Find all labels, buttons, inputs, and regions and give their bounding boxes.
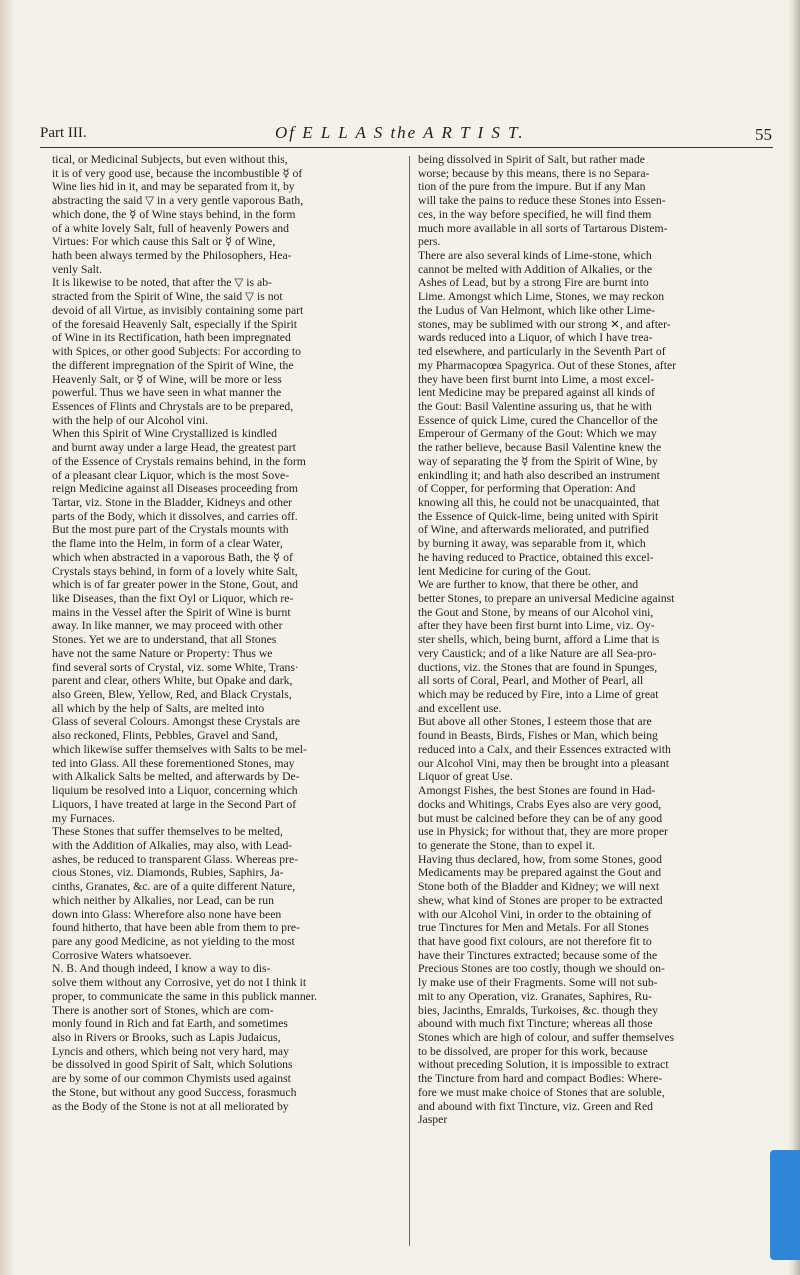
text-line: the flame into the Helm, in form of a clear Water,	[52, 537, 283, 551]
text-line: These Stones that suffer themselves to be melted,	[52, 825, 283, 839]
text-line: docks and Whitings, Crabs Eyes also are very good,	[418, 797, 662, 811]
text-line: and abound with fixt Tincture, viz. Green and Red	[418, 1099, 654, 1113]
text-line: which done, the ☿ of Wine stays behind, in the form	[52, 207, 296, 221]
text-line: my Furnaces.	[52, 811, 115, 825]
text-line: cinths, Granates, &c. are of a quite different Nature,	[52, 880, 296, 894]
page-number: 55	[755, 125, 772, 144]
text-line: ashes, be reduced to transparent Glass. Whereas pre-	[52, 852, 299, 866]
text-line: Lime. Amongst which Lime, Stones, we may reckon	[418, 290, 665, 304]
page-header	[40, 123, 780, 145]
text-line: which neither by Alkalies, nor Lead, can be run	[52, 893, 274, 907]
text-line: We are further to know, that there be other, and	[418, 578, 639, 592]
text-line: knowing all this, he could not be unacquainted, that	[418, 495, 660, 509]
text-line: with Spices, or other good Subjects: For according to	[52, 345, 301, 359]
text-line: abound with much fixt Tincture; whereas all those	[418, 1017, 653, 1031]
text-line: pers.	[418, 235, 441, 249]
text-line: it is of very good use, because the incombustible ☿ of	[52, 166, 303, 180]
part-label: Part III.	[40, 125, 87, 141]
text-line: proper, to communicate the same in this publick manner.	[52, 989, 318, 1003]
text-line: ces, in the way before specified, he will find them	[418, 207, 652, 221]
text-line: Liquors, I have treated at large in the Second Part of	[52, 797, 297, 811]
text-line: Stones which are high of colour, and suffer themselves	[418, 1031, 675, 1044]
text-line: parent and clear, others White, but Opake and dark,	[52, 674, 293, 688]
text-line: the different impregnation of the Spirit of Wine, the	[52, 358, 294, 372]
text-line: Ashes of Lead, but by a strong Fire are burnt into	[418, 276, 649, 290]
text-line: the Tincture from hard and compact Bodies: Where-	[418, 1072, 663, 1086]
text-line: It is likewise to be noted, that after the ▽ is ab-	[52, 276, 272, 290]
text-line: worse; because by this means, there is no Separa-	[418, 166, 650, 180]
text-line: powerful. Thus we have seen in what manner the	[52, 386, 282, 400]
text-line: stones, may be sublimed with our strong ✕, and after-	[418, 317, 671, 331]
text-line: mains in the Vessel after the Spirit of Wine is burnt	[52, 605, 291, 619]
text-line: shew, what kind of Stones are proper to be extracted	[418, 893, 663, 907]
text-line: ted elsewhere, and particularly in the Seventh Part of	[418, 345, 666, 359]
text-line: of the foresaid Heavenly Salt, especially if the Spirit	[52, 317, 298, 331]
text-line: of a white lovely Salt, full of heavenly Powers and	[52, 221, 289, 235]
text-line: lent Medicine for curing of the Gout.	[418, 564, 591, 578]
text-line: also reckoned, Flints, Pebbles, Gravel and Sand,	[52, 729, 278, 743]
text-line: use in Physick; for without that, they are more proper	[418, 825, 668, 839]
text-line: have their Tinctures extracted; because some of the	[418, 948, 658, 962]
text-line: Stone both of the Bladder and Kidney; we will next	[418, 880, 660, 894]
text-line: mit to any Operation, viz. Granates, Saphires, Ru-	[418, 989, 653, 1003]
text-line: stracted from the Spirit of Wine, the said ▽ is not	[52, 290, 283, 304]
text-line: devoid of all Virtue, as invisibly containing some part	[52, 303, 304, 317]
text-line: Stones. Yet we are to understand, that all Stones	[52, 633, 277, 647]
text-line: are by some of our common Chymists used against	[52, 1072, 291, 1086]
text-line: reduced into a Calx, and their Essences extracted with	[418, 742, 671, 756]
text-line: Virtues: For which cause this Salt or ☿ of Wine,	[52, 235, 276, 249]
text-line: parts of the Body, which it dissolves, and carries off.	[52, 509, 298, 523]
text-line: better Stones, to prepare an universal Medicine against	[418, 592, 675, 605]
text-line: cannot be melted with Addition of Alkalies, or the	[418, 262, 653, 276]
text-line: Essences of Flints and Chrystals are to be prepared,	[52, 399, 294, 413]
header-rule	[40, 147, 773, 148]
text-line: bies, Jacinths, Emralds, Turkoises, &c. though they	[418, 1003, 658, 1017]
text-line: reign Medicine against all Diseases proceeding from	[52, 482, 299, 496]
text-line: and excellent use.	[418, 701, 502, 715]
text-line: to be dissolved, are proper for this work, because	[418, 1044, 648, 1058]
text-line: ductions, viz. the Stones that are found in Spunges,	[418, 660, 658, 674]
text-line: with the Addition of Alkalies, may also, with Lead-	[52, 838, 293, 852]
text-line: There is another sort of Stones, which are com-	[52, 1003, 274, 1017]
text-line: with our Alcohol Vini, in order to the obtaining of	[418, 907, 652, 921]
text-line: much more available in all sorts of Tartarous Distem-	[418, 221, 668, 235]
text-line: which is of far greater power in the Stone, Gout, and	[52, 578, 299, 592]
text-line: wards reduced into a Liquor, of which I have trea-	[418, 331, 653, 345]
text-line: Medicaments may be prepared against the Gout and	[418, 866, 662, 880]
text-line: Amongst Fishes, the best Stones are found in Had-	[418, 784, 656, 798]
text-line: of Copper, for performing that Operation: And	[418, 482, 636, 496]
text-line: be dissolved in good Spirit of Salt, which Solutions	[52, 1058, 293, 1072]
text-line: N. B. And though indeed, I know a way to dis-	[52, 962, 271, 976]
page-edge-left	[0, 0, 14, 1275]
text-line: Jasper	[418, 1113, 448, 1127]
text-line: after they have been first burnt into Lime, viz. Oy-	[418, 619, 655, 633]
blue-tab-marker	[770, 1150, 800, 1260]
text-line: my Pharmacopœa Spagyrica. Out of these Stones, after	[418, 358, 677, 372]
text-line: When this Spirit of Wine Crystallized is kindled	[52, 427, 277, 441]
text-line: of the Essence of Crystals remains behind, in the form	[52, 454, 306, 468]
text-line: the Gout: Basil Valentine assuring us, that he with	[418, 399, 652, 413]
text-line: abstracting the said ▽ in a very gentle vaporous Bath,	[52, 194, 304, 208]
text-line: being dissolved in Spirit of Salt, but rather made	[418, 153, 645, 166]
text-line: also Green, Blew, Yellow, Red, and Black Crystals,	[52, 688, 292, 702]
text-line: Tartar, viz. Stone in the Bladder, Kidneys and other	[52, 495, 293, 509]
text-line: cious Stones, viz. Diamonds, Rubies, Saphirs, Ja-	[52, 866, 284, 880]
text-line: ster shells, which, being burnt, afford a Lime that is	[418, 633, 660, 647]
text-line: Glass of several Colours. Amongst these Crystals are	[52, 715, 300, 729]
text-line: found hitherto, that have been able from them to pre-	[52, 921, 300, 935]
text-line: hath been always termed by the Philosophers, Hea-	[52, 249, 292, 263]
text-line: Wine lies hid in it, and may be separated from it, by	[52, 180, 295, 194]
text-line: the Ludus of Van Helmont, which like other Lime-	[418, 303, 656, 317]
text-line: ly make use of their Fragments. Some will not sub-	[418, 976, 658, 990]
text-line: down into Glass: Wherefore also none have been	[52, 907, 282, 921]
text-line: enkindling it; and hath also described an instrument	[418, 468, 660, 482]
text-line: venly Salt.	[52, 262, 102, 276]
text-line: which when abstracted in a vaporous Bath, the ☿ of	[52, 550, 293, 564]
text-line: tion of the pure from the impure. But if any Man	[418, 180, 646, 194]
text-line: that have good fixt colours, are not therefore fit to	[418, 934, 652, 948]
text-line: of Wine in its Rectification, hath been impregnated	[52, 331, 291, 345]
text-line: they have been first burnt into Lime, a most excel-	[418, 372, 655, 386]
text-line: to generate the Stone, than to expel it.	[418, 838, 595, 852]
text-line: ted into Glass. All these forementioned Stones, may	[52, 756, 295, 770]
text-line: Having thus declared, how, from some Stones, good	[418, 852, 662, 866]
text-line: Essence of quick Lime, cured the Chancellor of the	[418, 413, 658, 427]
text-line: and burnt away under a large Head, the greatest part	[52, 441, 296, 455]
text-line: But above all other Stones, I esteem those that are	[418, 715, 652, 729]
text-line: with the help of our Alcohol vini.	[52, 413, 209, 427]
text-line: solve them without any Corrosive, yet do not I think it	[52, 976, 307, 990]
text-line: he having reduced to Practice, obtained this excel-	[418, 550, 654, 564]
text-line: have not the same Nature or Property: Thus we	[52, 646, 273, 660]
text-line: our Alcohol Vini, may then be brought into a pleasant	[418, 756, 669, 770]
text-line: of Wine, and afterwards meliorated, and putrified	[418, 523, 650, 537]
text-line: with Alkalick Salts be melted, and afterwards by De-	[52, 770, 300, 784]
text-line: will take the pains to reduce these Stones into Essen-	[418, 194, 666, 208]
page-edge-right	[788, 0, 800, 1275]
text-line: Heavenly Salt, or ☿ of Wine, will be more or less	[52, 372, 282, 386]
text-line: Lyncis and others, which being not very hard, may	[52, 1044, 289, 1058]
text-line: monly found in Rich and fat Earth, and sometimes	[52, 1017, 288, 1031]
text-line: Emperour of Germany of the Gout: Which we may	[418, 427, 657, 441]
text-line: all sorts of Coral, Pearl, and Mother of Pearl, all	[418, 674, 644, 688]
text-line: found in Beasts, Birds, Fishes or Man, which being	[418, 729, 658, 743]
text-line: also in Rivers or Brooks, such as Lapis Judaicus,	[52, 1031, 281, 1044]
text-line: all which by the help of Salts, are melted into	[52, 701, 265, 715]
text-line: Precious Stones are too costly, though we should on-	[418, 962, 665, 976]
column-divider	[409, 156, 410, 1246]
text-line: Liquor of great Use.	[418, 770, 513, 784]
running-title: Of E L L A S the A R T I S T.	[275, 123, 525, 142]
text-line: like Diseases, than the fixt Oyl or Liquor, which re-	[52, 592, 294, 605]
text-line: the Gout and Stone, by means of our Alcohol vini,	[418, 605, 654, 619]
text-line: way of separating the ☿ from the Spirit of Wine, by	[418, 454, 658, 468]
left-text-column	[52, 153, 404, 1253]
text-line: by burning it away, was separable from it, which	[418, 537, 646, 551]
text-line: Corrosive Waters whatsoever.	[52, 948, 192, 962]
text-line: fore we must make choice of Stones that are soluble,	[418, 1085, 665, 1099]
text-line: but must be calcined before they can be of any good	[418, 811, 663, 825]
right-text-column	[418, 153, 770, 1253]
text-line: find several sorts of Crystal, viz. some White, Trans·	[52, 660, 299, 674]
text-line: Crystals stays behind, in form of a lovely white Salt,	[52, 564, 298, 578]
text-line: as the Body of the Stone is not at all meliorated by	[52, 1099, 289, 1113]
text-line: tical, or Medicinal Subjects, but even without this,	[52, 153, 288, 166]
text-line: the Essence of Quick-lime, being united with Spirit	[418, 509, 659, 523]
text-line: liquium be resolved into a Liquor, concerning which	[52, 784, 298, 798]
text-line: away. In like manner, we may proceed with other	[52, 619, 283, 633]
text-line: very Caustick; and of a like Nature are all Sea-pro-	[418, 646, 657, 660]
text-line: pare any good Medicine, as not yielding to the most	[52, 934, 295, 948]
text-line: lent Medicine may be prepared against all kinds of	[418, 386, 655, 400]
text-line: of a pleasant clear Liquor, which is the most Sove-	[52, 468, 290, 482]
text-line: which may be reduced by Fire, into a Lime of great	[418, 688, 659, 702]
text-line: the Stone, but without any good Success, forasmuch	[52, 1085, 297, 1099]
text-line: without preceding Solution, it is impossible to extract	[418, 1058, 669, 1072]
text-line: true Tinctures for Men and Metals. For all Stones	[418, 921, 649, 935]
text-line: But the most pure part of the Crystals mounts with	[52, 523, 289, 537]
text-line: the rather believe, because Basil Valentine knew the	[418, 441, 662, 455]
text-line: There are also several kinds of Lime-stone, which	[418, 249, 652, 263]
text-line: which likewise suffer themselves with Salts to be mel-	[52, 742, 307, 756]
